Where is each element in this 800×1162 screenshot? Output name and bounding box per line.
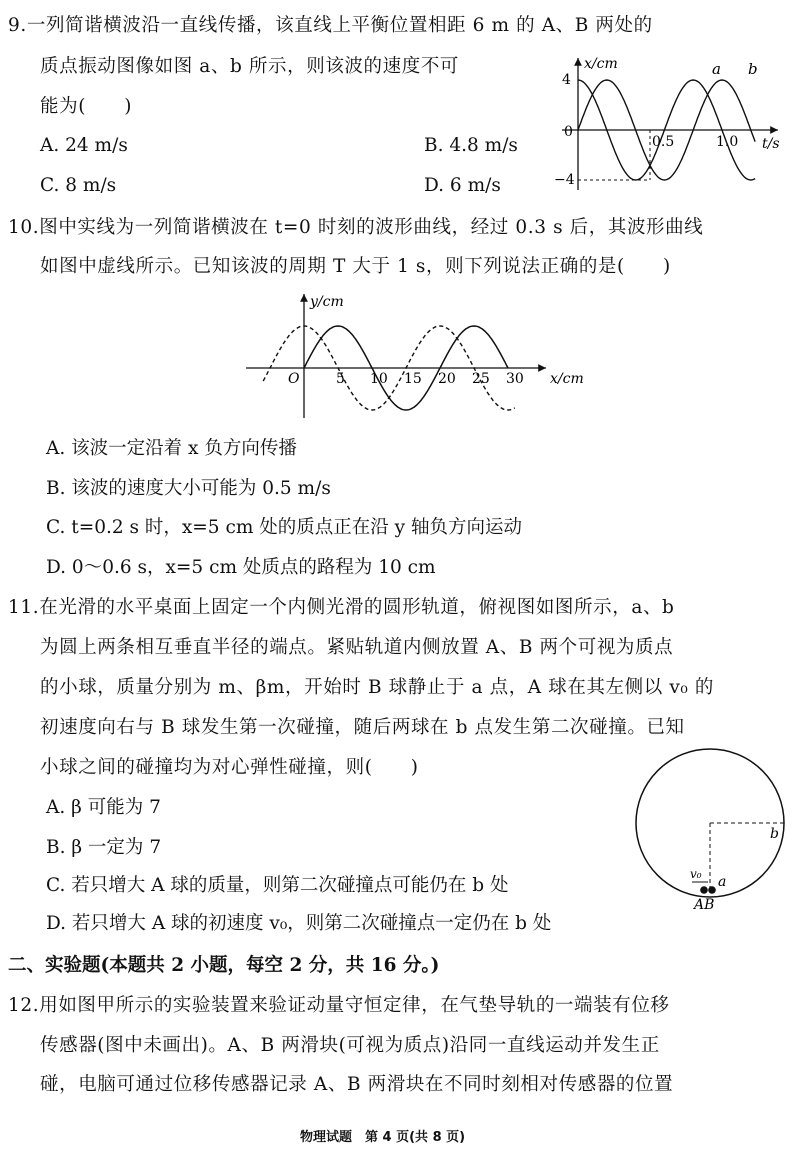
q10-waveform-graph [236,288,606,423]
q12-line-1: 12.用如图甲所示的实验装置来验证动量守恒定律，在气垫导轨的一端装有位移 [8,995,670,1016]
q11-option-b: B. β 一定为 7 [46,837,162,858]
page-footer: 物理试题 第 4 页(共 8 页) [300,1130,466,1145]
q9-option-a: A. 24 m/s [40,135,128,156]
q10-ylabel: y/cm [310,294,344,310]
q9-line-2: 质点振动图像如图 a、b 所示，则该波的速度不可 [40,56,460,77]
q11-circular-track-figure [630,736,795,916]
q12-line-3: 碰，电脑可通过位移传感器记录 A、B 两滑块在不同时刻相对传感器的位置 [40,1074,674,1095]
q11-line-3: 的小球，质量分别为 m、βm，开始时 B 球静止于 a 点，A 球在其左侧以 v₀ 的 [40,677,714,698]
q9-origin: 0 [564,124,573,140]
q11-line-5: 小球之间的碰撞均为对心弹性碰撞，则( ) [40,757,419,778]
q10-x-tick-5: 5 [336,371,345,387]
q11-ball-a [700,886,708,894]
q9-curve-b-label: b [748,60,758,78]
section-2-heading: 二、实验题(本题共 2 小题，每空 2 分，共 16 分。) [8,955,440,976]
q9-y-tick-top: 4 [562,72,571,88]
q9-x-tick-1.0: 1.0 [716,134,739,150]
q11-line-2: 为圆上两条相互垂直半径的端点。紧贴轨道内侧放置 A、B 两个可视为质点 [40,637,674,658]
q11-ball-b [708,886,716,894]
q9-line-3: 能为( ) [40,96,133,117]
q11-line-4: 初速度向右与 B 球发生第一次碰撞，随后两球在 b 点发生第二次碰撞。已知 [40,717,685,738]
q11-line-1: 11.在光滑的水平桌面上固定一个内侧光滑的圆形轨道，俯视图如图所示，a、b [8,597,675,618]
q11-label-a: a [718,874,727,890]
q10-option-d: D. 0～0.6 s，x=5 cm 处质点的路程为 10 cm [46,557,436,578]
q10-x-tick-10: 10 [370,371,388,387]
q11-label-v0: v₀ [690,867,702,881]
q10-line-2: 如图中虚线所示。已知该波的周期 T 大于 1 s，则下列说法正确的是( ) [40,256,671,277]
q9-line-1: 9.一列简谐横波沿一直线传播，该直线上平衡位置相距 6 m 的 A、B 两处的 [8,15,653,36]
q10-option-b: B. 该波的速度大小可能为 0.5 m/s [46,478,331,499]
q12-line-2: 传感器(图中未画出)。A、B 两滑块(可视为质点)沿同一直线运动并发生正 [40,1035,660,1056]
q9-option-b: B. 4.8 m/s [424,135,518,156]
q10-option-c: C. t=0.2 s 时，x=5 cm 处的质点正在沿 y 轴负方向运动 [46,517,522,538]
q9-xlabel: t/s [762,136,780,152]
q10-xlabel: x/cm [550,371,584,387]
q10-x-tick-25: 25 [472,371,490,387]
q9-y-tick-bottom: −4 [554,172,575,188]
q9-curve-a-label: a [712,60,721,78]
q10-x-tick-30: 30 [506,371,524,387]
q9-option-d: D. 6 m/s [424,175,501,196]
q10-option-a: A. 该波一定沿着 x 负方向传播 [46,438,297,459]
q9-option-c: C. 8 m/s [40,175,117,196]
q10-x-tick-15: 15 [404,371,422,387]
q10-line-1: 10.图中实线为一列简谐横波在 t=0 时刻的波形曲线，经过 0.3 s 后，其波形曲线 [8,217,704,238]
q10-x-tick-20: 20 [438,371,456,387]
q9-x-tick-0.5: 0.5 [652,134,675,150]
q11-option-d: D. 若只增大 A 球的初速度 v₀，则第二次碰撞点一定仍在 b 处 [46,913,552,934]
q11-option-a: A. β 可能为 7 [46,797,161,818]
q11-label-b: b [770,826,779,842]
q9-ylabel: x/cm [584,56,618,72]
q9-vibration-graph [540,50,790,200]
q11-label-balls: AB [694,897,715,913]
q11-option-c: C. 若只增大 A 球的质量，则第二次碰撞点可能仍在 b 处 [46,875,509,896]
q10-origin: O [288,371,300,387]
